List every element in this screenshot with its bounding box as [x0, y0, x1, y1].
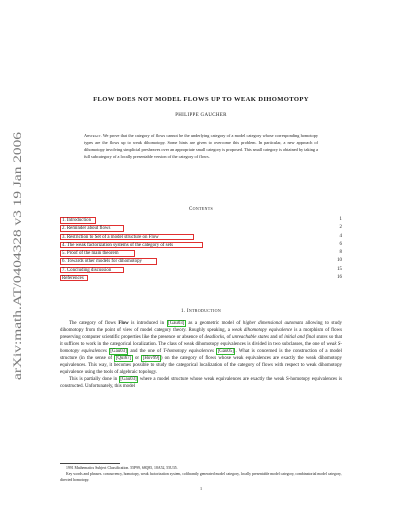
footnote-msc: 1991 Mathematics Subject Classification. 55P99, 68Q85, 18A52, 55U35.: [66, 466, 178, 470]
toc-link-weak-factorization-systems[interactable]: 4. The weak factorization systems of the category of sets: [60, 242, 203, 249]
paper-title: FLOW DOES NOT MODEL FLOWS UP TO WEAK DIHOMOTOPY: [93, 96, 309, 103]
toc-page-number: 10: [337, 258, 342, 264]
toc-item: [60, 249, 342, 257]
toc-item: [60, 241, 342, 249]
toc-page-number: 8: [339, 250, 342, 255]
citation-link[interactable]: [Gau05]: [217, 349, 234, 355]
footnote-rule: [60, 463, 120, 464]
abstract: [84, 133, 318, 161]
intro-paragraph: The category of flows Flow is introduced in [Gau03] as a geometric model of higher dimensional automata allowing to study dihomotopy from the point of view of model category theory. Roughly speaking, a weak dihomotopy equivalence is a morphism of flows preserving computer scientific properties like the presence or absence of deadlocks, of unreachable states and of initial and final states so that it suffices to work in the categorical localization. The class of weak dihomotopy equivalences is divided in two subclasses, the one of weak S-homotopy equivalences [Gau03] and the one of T-homotopy equivalences [Gau05] . What is concerned is the construction of a model structure (in the sense of [Qui67] or [Hov99] ) on the category of flows whose weak equivalences are exactly the weak dihomotopy equivalences. This way, it becomes possible to study the categorical localization of the category of flows with respect to weak dihomotopy equivalence using the tools of algebraic topology.: [60, 321, 343, 376]
abstract-text: We prove that the category of flows cannot be the underlying category of a model category whose corresponding homotopy types are the flows up to weak dihomotopy. Some hints are given to overcome this problem. In particular, a new approach of dihomotopy involving simplicial presheaves over an appropriate small category is proposed. This small category is obtained by taking a full subcategory of a locally presentable version of the category of flows.: [84, 133, 318, 159]
toc-page-number: 15: [337, 266, 342, 272]
toc-item: [60, 216, 342, 224]
arxiv-stamp-text: arXiv:math.AT/0404328 v3 19 Jan 2006: [12, 199, 24, 380]
toc-item: [60, 257, 342, 265]
introduction-body: [60, 320, 342, 390]
toc-link-concluding-discussion[interactable]: 7. Concluding discussion: [60, 267, 124, 274]
toc-link-restriction-to-set[interactable]: 3. Restriction to Set of a model structure on Flow: [60, 234, 194, 241]
toc-link-towards-other-models[interactable]: 6. Towards other models for dihomotopy: [60, 258, 157, 265]
toc-item: [60, 274, 342, 282]
citation-link[interactable]: [Gau03]: [110, 349, 127, 355]
citation-link[interactable]: [Qui67]: [115, 356, 132, 362]
toc-item: [60, 266, 342, 274]
citation-link[interactable]: [Gau03]: [168, 321, 185, 326]
footnotes: [60, 465, 342, 483]
toc-page-number: 2: [339, 225, 342, 231]
page-number: 1: [199, 486, 203, 491]
footnote-keywords: Key words and phrases. concurrency, homotopy, weak factorization system, cofibrantly generated model category, locally presentable model category, combinatorial model category, directed homotopy.: [60, 472, 342, 482]
toc-item: [60, 224, 342, 232]
section-heading-introduction: 1. Introduction: [180, 309, 222, 314]
toc-link-reminder-about-flows[interactable]: 2. Reminder about flows: [60, 225, 124, 232]
toc-link-references[interactable]: References: [60, 275, 88, 282]
contents-heading: Contents: [189, 207, 213, 212]
toc-page-number: 16: [337, 274, 342, 280]
toc-page-number: 6: [339, 241, 342, 247]
author-name: PHILIPPE GAUCHER: [175, 113, 227, 118]
toc-link-proof-of-main-theorem[interactable]: 5. Proof of the main theorem: [60, 250, 135, 257]
flow-category-name: Flow: [118, 321, 129, 326]
arxiv-stamp: [10, 130, 24, 380]
toc-page-number: 1: [339, 217, 342, 222]
citation-link[interactable]: [Gau03]: [120, 377, 137, 383]
toc-item: [60, 233, 342, 241]
toc-page-number: 4: [339, 233, 342, 239]
citation-link[interactable]: [Hov99]: [142, 356, 160, 362]
table-of-contents: [60, 216, 342, 282]
abstract-label: Abstract.: [84, 133, 102, 138]
intro-paragraph: This is partially done in [Gau03] where a model structure whose weak equivalences are exactly the weak S-homotopy equivalences is constructed. Unfortunately, this model: [60, 377, 342, 390]
toc-link-introduction[interactable]: 1. Introduction: [60, 217, 96, 224]
